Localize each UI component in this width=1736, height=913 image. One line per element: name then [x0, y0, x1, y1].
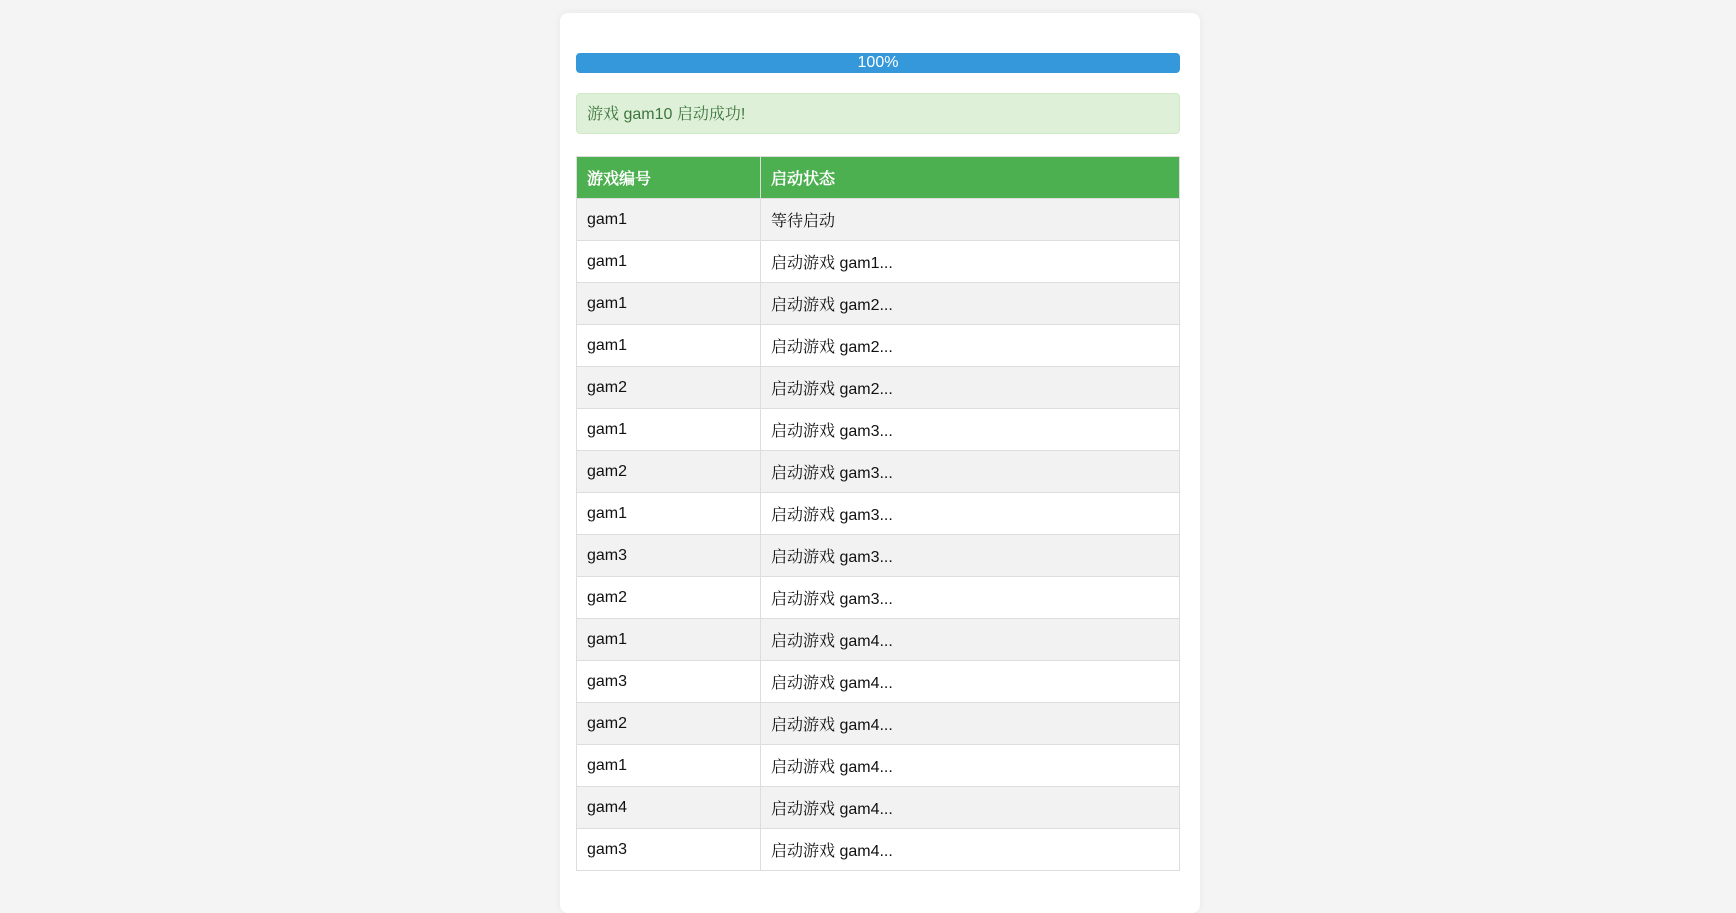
success-alert: 游戏 gam10 启动成功! [576, 93, 1180, 134]
game-id-cell: gam2 [577, 367, 761, 409]
game-id-cell: gam2 [577, 703, 761, 745]
status-cell: 启动游戏 gam4... [761, 703, 1180, 745]
status-cell: 等待启动 [761, 199, 1180, 241]
status-cell: 启动游戏 gam2... [761, 283, 1180, 325]
table-row [577, 325, 1180, 367]
table-row [577, 241, 1180, 283]
game-id-cell: gam1 [577, 283, 761, 325]
table-row [577, 577, 1180, 619]
status-cell: 启动游戏 gam3... [761, 451, 1180, 493]
status-cell: 启动游戏 gam4... [761, 745, 1180, 787]
table-row [577, 367, 1180, 409]
progress-label: 100% [857, 54, 899, 71]
game-id-cell: gam3 [577, 535, 761, 577]
status-cell: 启动游戏 gam1... [761, 241, 1180, 283]
status-cell: 启动游戏 gam3... [761, 577, 1180, 619]
game-id-cell: gam1 [577, 325, 761, 367]
table-row [577, 745, 1180, 787]
status-cell: 启动游戏 gam4... [761, 829, 1180, 871]
game-status-table [576, 156, 1180, 871]
game-id-cell: gam4 [577, 787, 761, 829]
progress-bar [576, 53, 1180, 73]
header-launch-status: 启动状态 [761, 157, 1180, 199]
table-row [577, 703, 1180, 745]
status-cell: 启动游戏 gam3... [761, 493, 1180, 535]
table-header-row [577, 157, 1180, 199]
game-id-cell: gam2 [577, 577, 761, 619]
game-id-cell: gam1 [577, 493, 761, 535]
table-row [577, 283, 1180, 325]
table-row [577, 619, 1180, 661]
game-id-cell: gam1 [577, 199, 761, 241]
game-id-cell: gam1 [577, 745, 761, 787]
table-row [577, 409, 1180, 451]
status-cell: 启动游戏 gam2... [761, 367, 1180, 409]
status-cell: 启动游戏 gam3... [761, 535, 1180, 577]
status-cell: 启动游戏 gam4... [761, 619, 1180, 661]
table-row [577, 787, 1180, 829]
game-id-cell: gam1 [577, 241, 761, 283]
game-id-cell: gam2 [577, 451, 761, 493]
status-cell: 启动游戏 gam2... [761, 325, 1180, 367]
main-card [560, 13, 1200, 913]
table-row [577, 451, 1180, 493]
table-row [577, 493, 1180, 535]
game-id-cell: gam1 [577, 409, 761, 451]
status-cell: 启动游戏 gam4... [761, 661, 1180, 703]
table-row [577, 535, 1180, 577]
table-row [577, 199, 1180, 241]
status-cell: 启动游戏 gam4... [761, 787, 1180, 829]
status-cell: 启动游戏 gam3... [761, 409, 1180, 451]
game-id-cell: gam3 [577, 661, 761, 703]
game-id-cell: gam3 [577, 829, 761, 871]
game-id-cell: gam1 [577, 619, 761, 661]
header-game-id: 游戏编号 [577, 157, 761, 199]
table-row [577, 661, 1180, 703]
table-row [577, 829, 1180, 871]
